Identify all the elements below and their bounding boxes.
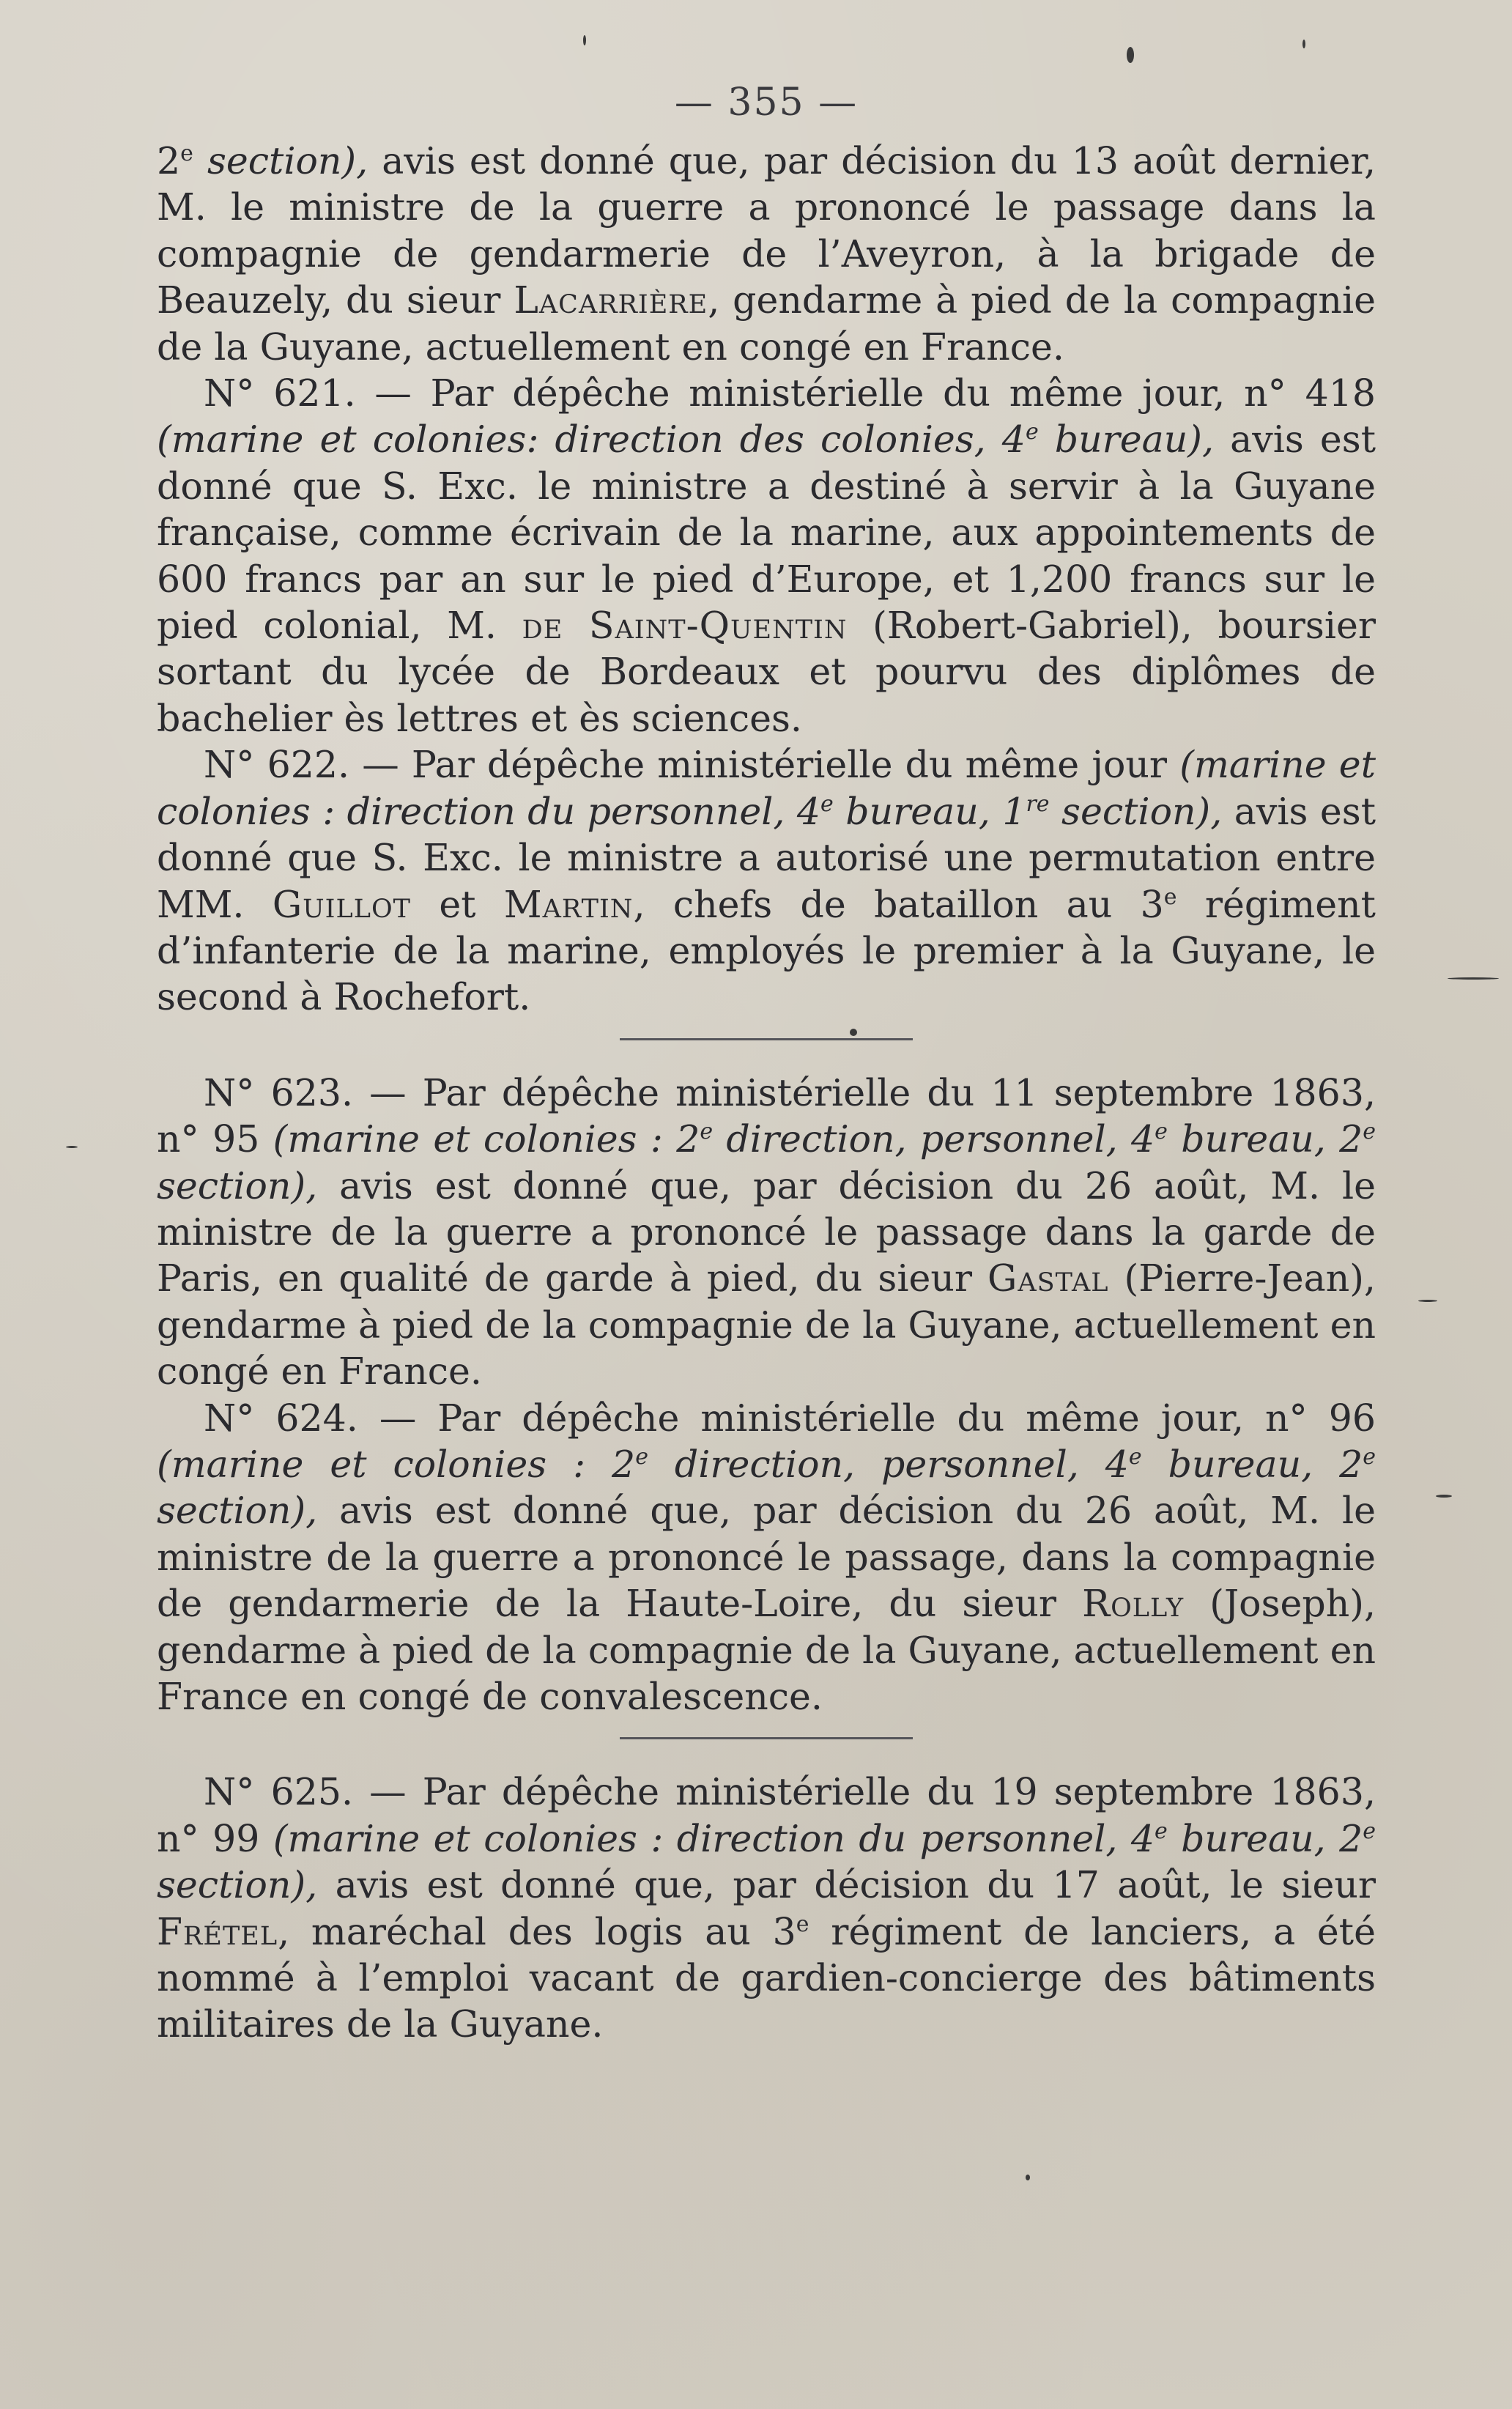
scan-speck: [1302, 40, 1305, 48]
entry-number: N° 625.: [204, 1770, 354, 1814]
entry-621: N° 621. — Par dépêche ministérielle du même jour, n° 418 (marine et colonies: direction des colonies, 4e bureau), avis est donné que S. Exc. le ministre a destiné à servir à la Guyane française, comme écrivain de la marine, aux appointements de 600 francs par an sur le pied d’Europe, et 1,200 francs sur le pied colonial, M. de Saint-Quentin (Robert-Gabriel), boursier sortant du lycée de Bordeaux et pourvu des diplômes de bachelier ès lettres et ès sciences.: [157, 371, 1376, 740]
entry-number: N° 621.: [204, 371, 356, 415]
scan-speck: [1127, 47, 1134, 63]
entry-number: N° 622.: [204, 743, 350, 787]
scan-speck: [850, 1029, 857, 1036]
page-number: — 355 —: [674, 81, 859, 125]
person-name: Martin: [503, 882, 634, 926]
scan-speck: [66, 1146, 78, 1148]
document-page: [157, 81, 1376, 2048]
entry-number: N° 623.: [204, 1070, 354, 1114]
person-name: Frétel: [157, 1909, 278, 1953]
scan-speck: [583, 35, 586, 45]
section-divider: [620, 1038, 913, 1040]
person-name: Guillot: [272, 882, 412, 926]
scan-speck: [1436, 1495, 1452, 1498]
entries-block-2: [157, 1070, 1376, 1720]
entry-623: N° 623. — Par dépêche ministérielle du 11 septembre 1863, n° 95 (marine et colonies : 2e direction, personnel, 4e bureau, 2e section), avis est donné que, par décision du 26 août, M. le ministre de la guerre a prononcé le passage dans la garde de Paris, en qualité de garde à pied, du sieur Gastal (Pierre-Jean), gendarme à pied de la compagnie de la Guyane, actuellement en congé en France.: [157, 1070, 1376, 1394]
entry-622: N° 622. — Par dépêche ministérielle du même jour (marine et colonies : direction du personnel, 4e bureau, 1re section), avis est donné que S. Exc. le ministre a autorisé une permutation entre MM. Guillot et Martin, chefs de bataillon au 3e régiment d’infanterie de la marine, employés le premier à la Guyane, le second à Rochefort.: [157, 743, 1376, 1019]
section-divider: [620, 1737, 913, 1739]
scan-speck: [1448, 977, 1499, 980]
entry-number: N° 624.: [204, 1396, 358, 1440]
person-name: de Saint-Quentin: [522, 604, 848, 648]
entry-624: N° 624. — Par dépêche ministérielle du même jour, n° 96 (marine et colonies : 2e direction, personnel, 4e bureau, 2e section), avis est donné que, par décision du 26 août, M. le ministre de la guerre a prononcé le passage, dans la compagnie de gendarmerie de la Haute-Loire, du sieur Rolly (Joseph), gendarme à pied de la compagnie de la Guyane, actuellement en France en congé de convalescence.: [157, 1396, 1376, 1718]
scan-speck: [1418, 1300, 1437, 1302]
entries-block-1: [157, 138, 1376, 1021]
person-name: Lacarrière: [514, 278, 708, 322]
person-name: Gastal: [987, 1257, 1109, 1300]
entries-block-3: [157, 1769, 1376, 2047]
entry-625: N° 625. — Par dépêche ministérielle du 19 septembre 1863, n° 99 (marine et colonies : direction du personnel, 4e bureau, 2e section), avis est donné que, par décision du 17 août, le sieur Frétel, maréchal des logis au 3e régiment de lanciers, a été nommé à l’emploi vacant de gardien-concierge des bâtiments militaires de la Guyane.: [157, 1770, 1376, 2046]
paragraph-continuation: 2e section), avis est donné que, par décision du 13 août dernier, M. le ministre de la guerre a prononcé le passage dans la compagnie de gendarmerie de l’Aveyron, à la brigade de Beauzely, du sieur Lacarrière, gendarme à pied de la compagnie de la Guyane, actuellement en congé en France.: [157, 139, 1376, 369]
person-name: Rolly: [1082, 1582, 1185, 1626]
scan-speck: [1026, 2175, 1030, 2180]
